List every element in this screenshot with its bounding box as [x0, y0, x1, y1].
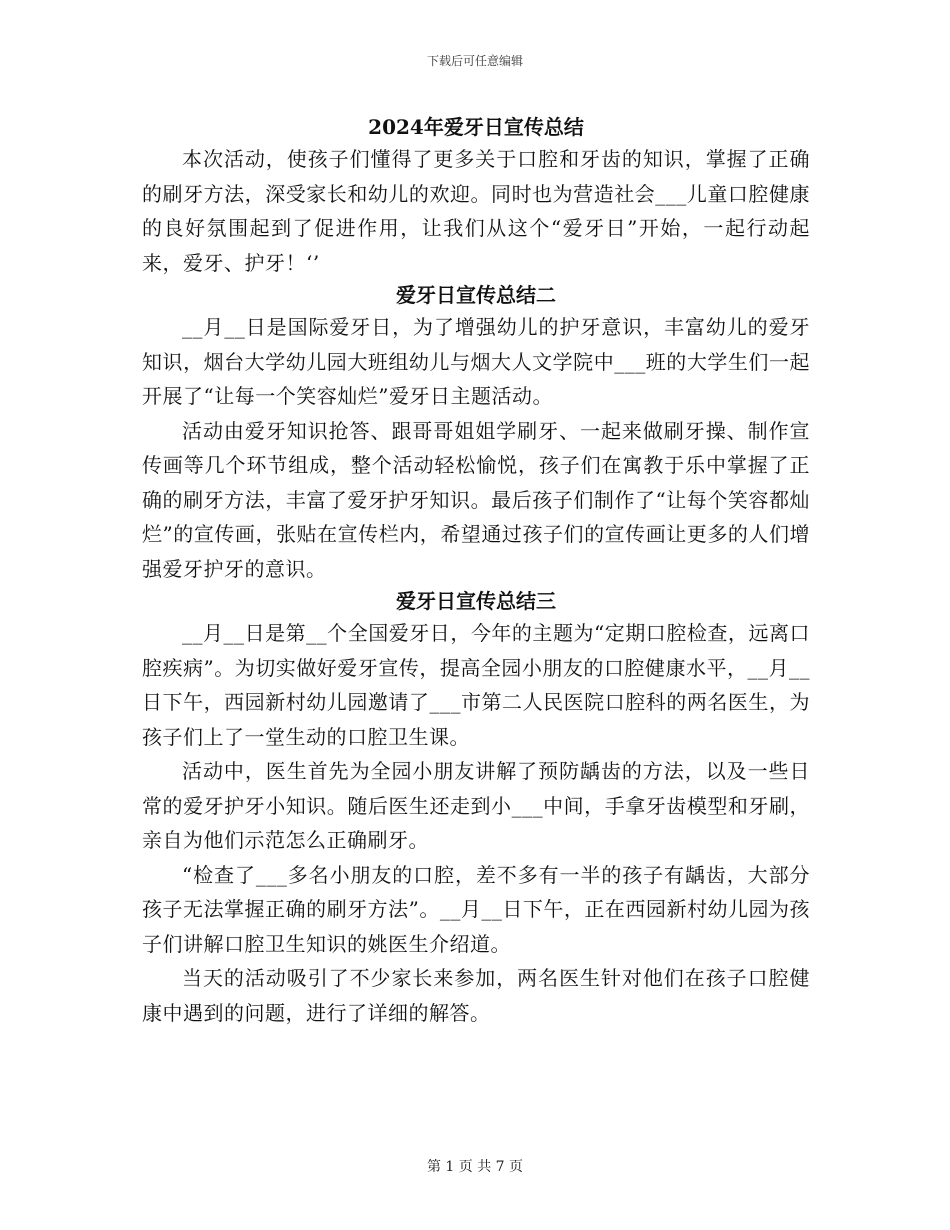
paragraph: 当天的活动吸引了不少家长来参加，两名医生针对他们在孩子口腔健康中遇到的问题，进行了详细的解答。 — [142, 966, 810, 1025]
paragraph: __月__日是国际爱牙日，为了增强幼儿的护牙意识，丰富幼儿的爱牙知识，烟台大学幼儿园大班组幼儿与烟大人文学院中___班的大学生们一起开展了“让每一个笑容灿烂”爱牙日主题活动。 — [142, 315, 810, 408]
paragraph: __月__日是第__个全国爱牙日，今年的主题为“定期口腔检查，远离口腔疾病”。为切实做好爱牙宣传，提高全园小朋友的口腔健康水平，__月__日下午，西园新村幼儿园邀请了___市第二人民医院口腔科的两名医生，为孩子们上了一堂生动的口腔卫生课。 — [142, 621, 810, 749]
section-title-3: 爱牙日宣传总结三 — [396, 589, 556, 613]
header-note: 下载后可任意编辑 — [426, 54, 523, 68]
page-number: 第 1 页 共 7 页 — [426, 1159, 524, 1175]
document-body — [142, 112, 810, 1030]
section-title-2: 爱牙日宣传总结二 — [396, 283, 556, 307]
paragraph: “检查了___多名小朋友的口腔，差不多有一半的孩子有龋齿，大部分孩子无法掌握正确的刷牙方法”。__月__日下午，正在西园新村幼儿园为孩子们讲解口腔卫生知识的姚医生介绍道。 — [142, 862, 810, 956]
paragraph: 活动由爱牙知识抢答、跟哥哥姐姐学刷牙、一起来做刷牙操、制作宣传画等几个环节组成，整个活动轻松愉悦，孩子们在寓教于乐中掌握了正确的刷牙方法，丰富了爱牙护牙知识。最后孩子们制作了“让每个笑容都灿烂”的宣传画，张贴在宣传栏内，希望通过孩子们的宣传画让更多的人们增强爱牙护牙的意识。 — [142, 418, 810, 581]
section-title-1: 2024年爱牙日宣传总结 — [368, 115, 584, 139]
paragraph: 活动中，医生首先为全园小朋友讲解了预防龋齿的方法，以及一些日常的爱牙护牙小知识。随后医生还走到小___中间，手拿牙齿模型和牙刷，亲自为他们示范怎么正确刷牙。 — [142, 759, 810, 852]
paragraph: 本次活动，使孩子们懂得了更多关于口腔和牙齿的知识，掌握了正确的刷牙方法，深受家长和幼儿的欢迎。同时也为营造社会___儿童口腔健康的良好氛围起到了促进作用，让我们从这个“爱牙日”开始，一起行动起来，爱牙、护牙！‘’ — [142, 147, 810, 275]
